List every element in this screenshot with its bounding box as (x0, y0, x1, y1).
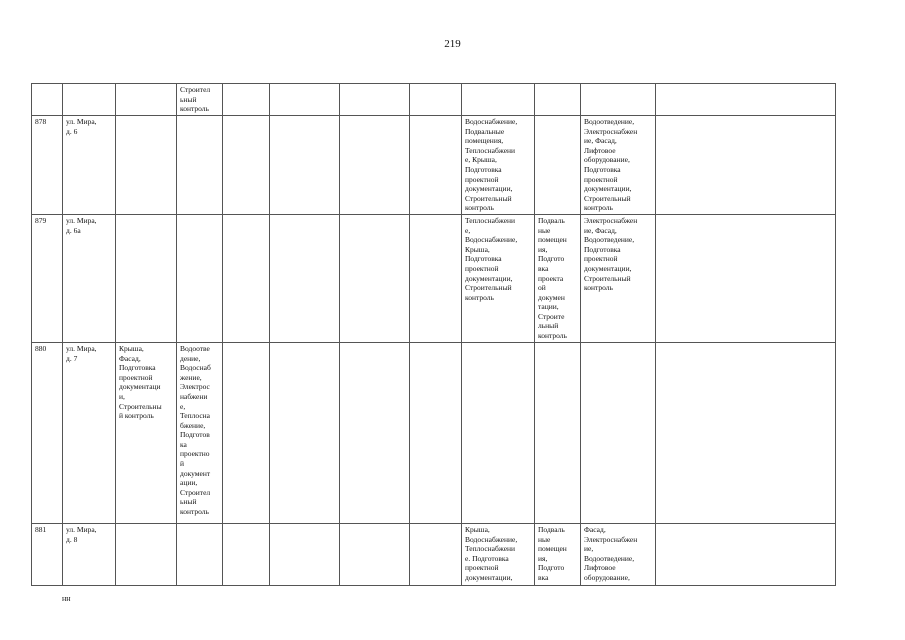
table-cell (535, 523, 581, 585)
row-number: 878 (35, 117, 47, 126)
cell-text-line: ул. Мира, (66, 524, 97, 534)
table-cell (223, 84, 270, 116)
cell-text-line: Водоотве (180, 343, 210, 353)
cell-text-line: Подготовка (119, 363, 156, 373)
cell-text-line: проектно (180, 449, 210, 459)
cell-text-line: Подгото (538, 563, 565, 573)
cell-text-line: Электроснабжен (584, 215, 638, 225)
cell-text-line: ие, (584, 544, 594, 554)
cell-text-line: Строител (180, 487, 211, 497)
cell-text-line: помещения, (465, 136, 504, 146)
table-cell (116, 214, 177, 342)
address-cell (63, 342, 116, 523)
footer-note: нн (62, 594, 71, 603)
table-cell (462, 116, 535, 215)
cell-text-line: Подгото (538, 254, 565, 264)
cell-text-line: проектной (584, 174, 618, 184)
cell-text-line: дение, (180, 353, 201, 363)
address-cell (63, 523, 116, 585)
table-cell (340, 342, 410, 523)
table-cell (223, 214, 270, 342)
cell-text-line: документации, (584, 184, 632, 194)
cell-text-line: помещен (538, 235, 567, 245)
cell-text-line: ие, Фасад, (584, 136, 617, 146)
table-cell (462, 84, 535, 116)
table-cell (581, 523, 656, 585)
table-cell (462, 342, 535, 523)
cell-text-line: д. 6 (66, 126, 78, 136)
cell-text-line: Подготовка (584, 244, 621, 254)
cell-text-line: Водоснаб (180, 363, 211, 373)
table-cell (270, 523, 340, 585)
table-row (32, 523, 836, 585)
cell-text-line: контроль (538, 331, 567, 341)
address-cell (63, 84, 116, 116)
table-cell (340, 214, 410, 342)
table-cell (223, 342, 270, 523)
cell-text-line: Электрос (180, 382, 210, 392)
cell-text-line: контроль (584, 203, 613, 213)
table-cell (270, 214, 340, 342)
cell-text-line: проектной (465, 174, 499, 184)
cell-text-line: Строительный (584, 193, 631, 203)
cell-text-line: проектной (465, 263, 499, 273)
cell-text-line: д. 7 (66, 353, 78, 363)
cell-text-line: оборудование, (584, 572, 630, 582)
table-cell (410, 214, 462, 342)
cell-text-line: Теплоснабжени (465, 215, 516, 225)
repair-schedule-table (31, 83, 836, 586)
row-number-cell (32, 523, 63, 585)
cell-text-line: д. 6а (66, 225, 81, 235)
cell-text-line: Подготовка (584, 164, 621, 174)
cell-text-line: ул. Мира, (66, 215, 97, 225)
table-cell (270, 84, 340, 116)
table-cell (410, 342, 462, 523)
cell-text-line: набжени (180, 391, 208, 401)
row-number: 880 (35, 343, 47, 353)
cell-text-line: е, Крыша, (465, 155, 497, 165)
cell-text-line: ия, (538, 244, 548, 254)
cell-text-line: ия, (538, 553, 548, 563)
cell-text-line: проектной (584, 254, 618, 264)
cell-text-line: Подготовка (465, 254, 502, 264)
table-cell (410, 523, 462, 585)
cell-text-line: Подвальные (465, 126, 505, 136)
table-cell (535, 342, 581, 523)
cell-text-line: Водоснабжение, (465, 235, 518, 245)
cell-text-line: вка (538, 263, 549, 273)
cell-text-line: е, (465, 225, 471, 235)
table-cell (116, 342, 177, 523)
cell-text-line: й контроль (119, 411, 154, 421)
address-cell (63, 214, 116, 342)
cell-text-line: документации, (465, 184, 513, 194)
cell-text-line: Фасад, (584, 524, 606, 534)
table-cell (656, 214, 836, 342)
cell-text-line: Подготовка (465, 164, 502, 174)
table-cell (462, 523, 535, 585)
table-cell (656, 523, 836, 585)
table-cell (656, 116, 836, 215)
table-cell (116, 523, 177, 585)
row-number-cell (32, 342, 63, 523)
cell-text-line: й (180, 459, 185, 469)
cell-text-line: вка (538, 572, 549, 582)
cell-text-line: Теплосна (180, 411, 210, 421)
cell-text-line: контроль (180, 104, 209, 114)
row-number-cell (32, 116, 63, 215)
cell-text-line: Лифтовое (584, 145, 616, 155)
cell-text-line: Лифтовое (584, 563, 616, 573)
table-cell (340, 84, 410, 116)
table-cell (535, 84, 581, 116)
cell-text-line: Строительный (465, 193, 512, 203)
cell-text-line: Электроснабжен (584, 126, 638, 136)
cell-text-line: ой (538, 283, 546, 293)
table-cell (116, 84, 177, 116)
cell-text-line: Водоотведение, (584, 117, 635, 126)
table-row (32, 84, 836, 116)
cell-text-line: проекта (538, 273, 564, 283)
cell-text-line: ка (180, 439, 187, 449)
table-cell (535, 214, 581, 342)
cell-text-line: ации, (180, 478, 198, 488)
table-cell (177, 342, 223, 523)
table-cell (656, 342, 836, 523)
cell-text-line: жение, (180, 372, 202, 382)
table-cell (581, 342, 656, 523)
cell-text-line: д. 8 (66, 534, 78, 544)
table-cell (581, 214, 656, 342)
cell-text-line: Крыша, (465, 524, 490, 534)
row-number: 881 (35, 524, 47, 534)
row-number: 879 (35, 215, 47, 225)
table-cell (177, 523, 223, 585)
cell-text-line: ул. Мира, (66, 117, 97, 126)
cell-text-line: Крыша, (465, 244, 490, 254)
table-cell (581, 84, 656, 116)
cell-text-line: документации, (465, 572, 513, 582)
cell-text-line: контроль (584, 283, 613, 293)
cell-text-line: и, (119, 391, 125, 401)
cell-text-line: ьный (180, 94, 197, 104)
table-cell (462, 214, 535, 342)
row-number-cell (32, 214, 63, 342)
cell-text-line: Строител (180, 85, 211, 94)
table-cell (340, 116, 410, 215)
cell-text-line: документации, (584, 263, 632, 273)
table-cell (223, 116, 270, 215)
cell-text-line: е. Подготовка (465, 553, 509, 563)
cell-text-line: ьный (180, 497, 197, 507)
table-cell (116, 116, 177, 215)
cell-text-line: Водоотведение, (584, 235, 635, 245)
address-cell (63, 116, 116, 215)
page-number: 219 (444, 38, 461, 50)
table-cell (270, 116, 340, 215)
cell-text-line: Водоснабжение, (465, 117, 518, 126)
table-row (32, 342, 836, 523)
cell-text-line: ул. Мира, (66, 343, 97, 353)
cell-text-line: Строительный (465, 283, 512, 293)
cell-text-line: Водоотведение, (584, 553, 635, 563)
cell-text-line: е, (180, 401, 186, 411)
table-cell (177, 116, 223, 215)
cell-text-line: контроль (180, 507, 209, 517)
cell-text-line: Электроснабжен (584, 534, 638, 544)
cell-text-line: Подваль (538, 215, 565, 225)
cell-text-line: Фасад, (119, 353, 141, 363)
cell-text-line: тации, (538, 302, 559, 312)
cell-text-line: ие, Фасад, (584, 225, 617, 235)
cell-text-line: Подваль (538, 524, 565, 534)
table-cell (656, 84, 836, 116)
cell-text-line: проектной (465, 563, 499, 573)
cell-text-line: Строительный (584, 273, 631, 283)
table-cell (270, 342, 340, 523)
cell-text-line: документ (180, 468, 211, 478)
table-cell (410, 84, 462, 116)
table-cell (177, 214, 223, 342)
cell-text-line: Крыша, (119, 343, 144, 353)
cell-text-line: Водоснабжение, (465, 534, 518, 544)
row-number-cell (32, 84, 63, 116)
cell-text-line: документации, (465, 273, 513, 283)
cell-text-line: льный (538, 321, 559, 331)
table-body (32, 84, 836, 586)
cell-text-line: документаци (119, 382, 161, 392)
cell-text-line: бжение, (180, 420, 206, 430)
cell-text-line: ные (538, 225, 551, 235)
table-row (32, 214, 836, 342)
cell-text-line: Подготов (180, 430, 210, 440)
cell-text-line: Строите (538, 311, 565, 321)
cell-text-line: Теплоснабжени (465, 544, 516, 554)
cell-text-line: проектной (119, 372, 153, 382)
table-cell (581, 116, 656, 215)
cell-text-line: контроль (465, 203, 494, 213)
cell-text-line: контроль (465, 292, 494, 302)
table-cell (410, 116, 462, 215)
table-cell (340, 523, 410, 585)
table-cell (223, 523, 270, 585)
table-cell (177, 84, 223, 116)
cell-text-line: помещен (538, 544, 567, 554)
table-cell (535, 116, 581, 215)
cell-text-line: Строительны (119, 401, 162, 411)
cell-text-line: докумен (538, 292, 565, 302)
cell-text-line: ные (538, 534, 551, 544)
table-row (32, 116, 836, 215)
cell-text-line: Теплоснабжени (465, 145, 516, 155)
cell-text-line: оборудование, (584, 155, 630, 165)
